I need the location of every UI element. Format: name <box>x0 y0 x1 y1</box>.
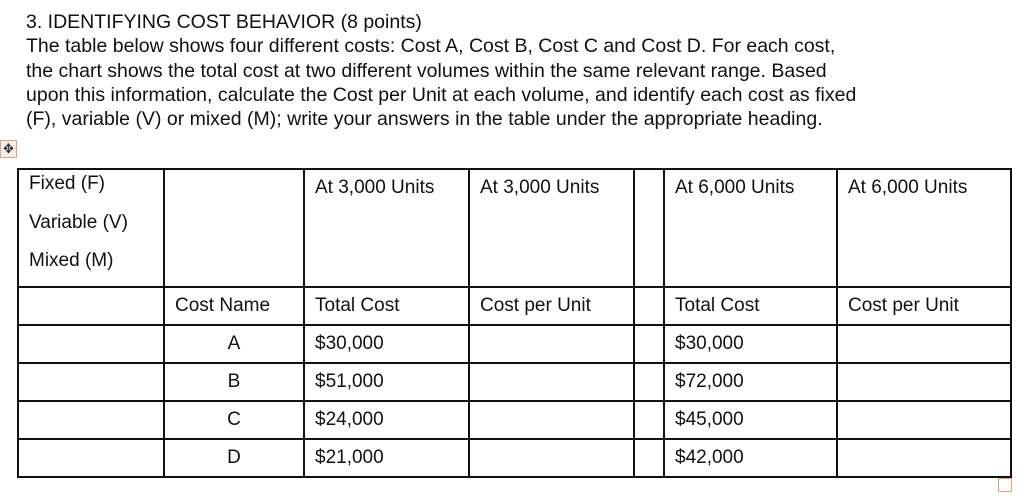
cost-name: C <box>164 401 304 439</box>
cost-per-unit-6000-input[interactable] <box>837 401 1011 439</box>
legend-fixed: Fixed (F) <box>29 173 105 194</box>
spacer-cell[interactable] <box>634 401 664 439</box>
spacer-cell[interactable] <box>634 325 664 363</box>
cost-per-unit-3000-input[interactable] <box>469 325 634 363</box>
behavior-answer-cell[interactable] <box>18 287 164 325</box>
total-cost-3000: $51,000 <box>304 363 469 401</box>
instruction-line: the chart shows the total cost at two different volumes within the same relevant range. Based <box>26 59 827 82</box>
table-row <box>18 439 1011 477</box>
behavior-answer-cell[interactable] <box>18 439 164 477</box>
cost-per-unit-3000-input[interactable] <box>469 363 634 401</box>
behavior-answer-cell[interactable] <box>18 325 164 363</box>
total-cost-6000: $45,000 <box>664 401 837 439</box>
volume-header-6000[interactable]: At 6,000 Units <box>837 169 1011 287</box>
legend-mixed: Mixed (M) <box>29 250 114 271</box>
spacer-cell[interactable] <box>634 439 664 477</box>
total-cost-6000: $42,000 <box>664 439 837 477</box>
cost-name: A <box>164 325 304 363</box>
question-title: 3. IDENTIFYING COST BEHAVIOR (8 points) <box>26 11 422 33</box>
cost-per-unit-6000-input[interactable] <box>837 325 1011 363</box>
volume-header-6000[interactable]: At 6,000 Units <box>664 169 837 287</box>
cost-name: B <box>164 363 304 401</box>
table-resize-handle-icon[interactable] <box>998 478 1012 492</box>
behavior-legend-cell[interactable] <box>18 169 164 287</box>
total-cost-header: Total Cost <box>304 287 469 325</box>
volume-header-3000[interactable]: At 3,000 Units <box>469 169 634 287</box>
column-header-row <box>18 287 1011 325</box>
instruction-line: (F), variable (V) or mixed (M); write your answers in the table under the appropriate heading. <box>26 108 823 131</box>
total-cost-3000: $30,000 <box>304 325 469 363</box>
cost-per-unit-3000-input[interactable] <box>469 439 634 477</box>
table-header-row <box>18 169 1011 287</box>
total-cost-header: Total Cost <box>664 287 837 325</box>
spacer-cell[interactable] <box>634 363 664 401</box>
cost-per-unit-3000-input[interactable] <box>469 401 634 439</box>
table-row <box>18 401 1011 439</box>
instruction-line: The table below shows four different costs: Cost A, Cost B, Cost C and Cost D. For each cost, <box>26 35 836 58</box>
empty-header-cell[interactable] <box>164 169 304 287</box>
legend-variable: Variable (V) <box>29 211 128 233</box>
spacer-cell[interactable] <box>634 169 664 287</box>
behavior-answer-cell[interactable] <box>18 401 164 439</box>
table-row <box>18 363 1011 401</box>
question-text <box>26 10 856 131</box>
behavior-answer-cell[interactable] <box>18 363 164 401</box>
table-row <box>18 325 1011 363</box>
total-cost-3000: $24,000 <box>304 401 469 439</box>
cost-per-unit-header: Cost per Unit <box>837 287 1011 325</box>
table-move-handle-icon[interactable]: ✥ <box>0 140 17 158</box>
spacer-cell[interactable] <box>634 287 664 325</box>
cost-behavior-table <box>17 168 1012 478</box>
instruction-line: upon this information, calculate the Cost per Unit at each volume, and identify each cost as fixed <box>26 83 857 106</box>
cost-name: D <box>164 439 304 477</box>
total-cost-3000: $21,000 <box>304 439 469 477</box>
total-cost-6000: $72,000 <box>664 363 837 401</box>
cost-per-unit-6000-input[interactable] <box>837 363 1011 401</box>
volume-header-3000[interactable]: At 3,000 Units <box>304 169 469 287</box>
cost-per-unit-6000-input[interactable] <box>837 439 1011 477</box>
total-cost-6000: $30,000 <box>664 325 837 363</box>
cost-per-unit-header: Cost per Unit <box>469 287 634 325</box>
cost-name-header: Cost Name <box>164 287 304 325</box>
